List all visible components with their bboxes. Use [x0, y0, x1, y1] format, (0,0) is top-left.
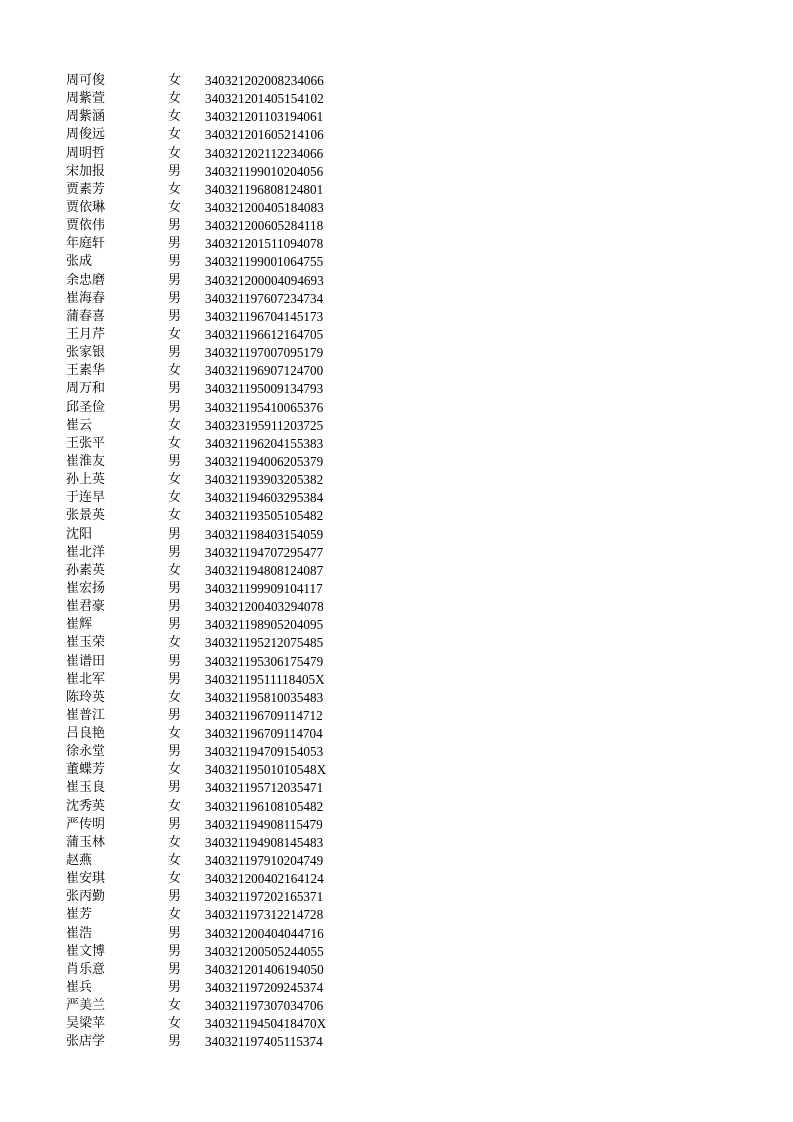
id-number-cell: 340321195306175479 [205, 653, 324, 669]
name-cell: 严传明 [66, 816, 106, 832]
name-cell: 严美兰 [66, 998, 106, 1014]
table-row [66, 163, 366, 181]
id-number-cell: 34032119511118405X [205, 671, 325, 687]
table-row [66, 816, 366, 834]
table-row [66, 90, 366, 108]
id-number-cell: 340321199909104117 [205, 580, 323, 596]
id-number-cell: 340321200605284118 [205, 218, 324, 234]
gender-cell: 男 [168, 218, 182, 234]
id-number-cell: 340321197607234734 [205, 290, 324, 306]
id-number-cell: 340321199010204056 [205, 163, 324, 179]
table-row [66, 453, 366, 471]
gender-cell: 男 [168, 381, 182, 397]
name-cell: 沈秀英 [66, 798, 106, 814]
name-cell: 邱圣俭 [66, 399, 106, 415]
table-row [66, 1015, 366, 1033]
gender-cell: 女 [168, 91, 182, 107]
gender-cell: 男 [168, 453, 182, 469]
table-row [66, 653, 366, 671]
name-cell: 周紫萱 [66, 91, 106, 107]
table-row [66, 943, 366, 961]
id-number-cell: 34032119501010548X [205, 762, 327, 778]
name-cell: 崔普江 [66, 707, 106, 723]
gender-cell: 女 [168, 871, 182, 887]
gender-cell: 男 [168, 236, 182, 252]
name-cell: 张家银 [66, 345, 106, 361]
table-row [66, 870, 366, 888]
table-row [66, 181, 366, 199]
gender-cell: 女 [168, 508, 182, 524]
table-row [66, 562, 366, 580]
gender-cell: 男 [168, 580, 182, 596]
id-number-cell: 340321195712035471 [205, 780, 324, 796]
table-row [66, 217, 366, 235]
name-cell: 崔北洋 [66, 544, 106, 560]
gender-cell: 男 [168, 290, 182, 306]
gender-cell: 女 [168, 73, 182, 88]
table-row [66, 1033, 366, 1051]
gender-cell: 男 [168, 163, 182, 179]
id-number-cell: 340321196907124700 [205, 363, 324, 379]
id-number-cell: 340321201511094078 [205, 236, 324, 252]
id-number-cell: 34032119450418470X [205, 1016, 327, 1032]
gender-cell: 男 [168, 889, 182, 905]
table-row [66, 979, 366, 997]
gender-cell: 男 [168, 526, 182, 542]
name-cell: 崔安琪 [66, 871, 106, 887]
table-row [66, 834, 366, 852]
table-row [66, 72, 366, 90]
id-number-cell: 340323195911203725 [205, 417, 324, 433]
name-cell: 余忠磨 [66, 272, 106, 288]
gender-cell: 女 [168, 181, 182, 197]
name-cell: 年庭轩 [66, 236, 106, 252]
id-number-cell: 340321194707295477 [205, 544, 324, 560]
table-row [66, 272, 366, 290]
id-number-cell: 340321195212075485 [205, 635, 324, 651]
name-cell: 贾素芳 [66, 181, 106, 197]
name-cell: 周紫涵 [66, 109, 106, 125]
id-number-cell: 340321194709154053 [205, 744, 324, 760]
id-number-cell: 340321201406194050 [205, 961, 324, 977]
name-cell: 崔玉荣 [66, 635, 106, 651]
id-number-cell: 340321194908145483 [205, 834, 324, 850]
name-cell: 王素华 [66, 363, 106, 379]
id-number-cell: 340321194006205379 [205, 453, 324, 469]
table-row [66, 779, 366, 797]
gender-cell: 男 [168, 653, 182, 669]
name-cell: 周明哲 [66, 145, 106, 161]
gender-cell: 男 [168, 1034, 182, 1050]
table-row [66, 471, 366, 489]
id-number-cell: 340321193903205382 [205, 472, 324, 488]
table-row [66, 761, 366, 779]
name-cell: 张景英 [66, 508, 106, 524]
name-cell: 吴梁苹 [66, 1016, 106, 1032]
name-cell: 贾依琳 [66, 199, 106, 215]
name-cell: 周可俊 [66, 73, 106, 88]
table-row [66, 235, 366, 253]
gender-cell: 男 [168, 980, 182, 996]
name-cell: 于连早 [66, 490, 106, 506]
gender-cell: 女 [168, 127, 182, 143]
gender-cell: 男 [168, 780, 182, 796]
table-row [66, 108, 366, 126]
table-row [66, 888, 366, 906]
gender-cell: 女 [168, 907, 182, 923]
id-number-cell: 340321195009134793 [205, 381, 324, 397]
id-number-cell: 340321197405115374 [205, 1034, 323, 1050]
gender-cell: 女 [168, 798, 182, 814]
gender-cell: 女 [168, 435, 182, 451]
table-row [66, 199, 366, 217]
table-row [66, 380, 366, 398]
gender-cell: 女 [168, 490, 182, 506]
name-cell: 崔君豪 [66, 599, 106, 615]
table-row [66, 689, 366, 707]
id-number-cell: 340321194603295384 [205, 490, 324, 506]
gender-cell: 男 [168, 308, 182, 324]
name-cell: 崔云 [66, 417, 93, 433]
gender-cell: 女 [168, 834, 182, 850]
id-number-cell: 340321201605214106 [205, 127, 324, 143]
table-row [66, 961, 366, 979]
id-number-cell: 340321201103194061 [205, 109, 324, 125]
table-row [66, 417, 366, 435]
name-cell: 崔兵 [66, 980, 93, 996]
name-cell: 崔宏扬 [66, 580, 106, 596]
id-number-cell: 340321197312214728 [205, 907, 324, 923]
name-cell: 宋加报 [66, 163, 106, 179]
gender-cell: 女 [168, 726, 182, 742]
gender-cell: 女 [168, 762, 182, 778]
id-number-cell: 340321195810035483 [205, 689, 324, 705]
gender-cell: 男 [168, 943, 182, 959]
table-row [66, 126, 366, 144]
gender-cell: 男 [168, 544, 182, 560]
id-number-cell: 340321202008234066 [205, 73, 324, 88]
id-number-cell: 340321198905204095 [205, 617, 324, 633]
table-row [66, 707, 366, 725]
name-cell: 崔浩 [66, 925, 93, 941]
gender-cell: 男 [168, 617, 182, 633]
gender-cell: 男 [168, 744, 182, 760]
gender-cell: 男 [168, 707, 182, 723]
id-number-cell: 340321194908115479 [205, 816, 323, 832]
gender-cell: 女 [168, 689, 182, 705]
id-number-cell: 340321197202165371 [205, 889, 324, 905]
id-number-cell: 340321196808124801 [205, 181, 324, 197]
table-row [66, 435, 366, 453]
table-row [66, 725, 366, 743]
gender-cell: 女 [168, 199, 182, 215]
table-row [66, 526, 366, 544]
id-number-cell: 340321200004094693 [205, 272, 324, 288]
table-row [66, 616, 366, 634]
id-number-cell: 340321197307034706 [205, 998, 324, 1014]
name-cell: 陈玲英 [66, 689, 106, 705]
name-cell: 崔文博 [66, 943, 106, 959]
table-row [66, 253, 366, 271]
gender-cell: 男 [168, 399, 182, 415]
table-row [66, 852, 366, 870]
gender-cell: 女 [168, 109, 182, 125]
id-number-cell: 340321199001064755 [205, 254, 324, 270]
id-number-cell: 340321197910204749 [205, 853, 324, 869]
name-cell: 孙素英 [66, 562, 106, 578]
roster-table [66, 72, 366, 1052]
gender-cell: 男 [168, 671, 182, 687]
name-cell: 王张平 [66, 435, 106, 451]
id-number-cell: 340321196108105482 [205, 798, 324, 814]
name-cell: 孙上英 [66, 472, 106, 488]
id-number-cell: 340321196204155383 [205, 435, 324, 451]
table-row [66, 326, 366, 344]
name-cell: 贾依伟 [66, 218, 106, 234]
gender-cell: 女 [168, 417, 182, 433]
gender-cell: 女 [168, 853, 182, 869]
name-cell: 吕良艳 [66, 726, 106, 742]
id-number-cell: 340321201405154102 [205, 91, 324, 107]
id-number-cell: 340321200402164124 [205, 871, 324, 887]
id-number-cell: 340321200405184083 [205, 199, 324, 215]
gender-cell: 女 [168, 998, 182, 1014]
name-cell: 周俊远 [66, 127, 106, 143]
gender-cell: 男 [168, 254, 182, 270]
table-row [66, 399, 366, 417]
table-row [66, 906, 366, 924]
name-cell: 崔淮友 [66, 453, 106, 469]
table-row [66, 362, 366, 380]
name-cell: 张丙勤 [66, 889, 106, 905]
name-cell: 张店学 [66, 1034, 106, 1050]
table-row [66, 580, 366, 598]
id-number-cell: 340321200403294078 [205, 599, 324, 615]
name-cell: 崔芳 [66, 907, 93, 923]
id-number-cell: 340321198403154059 [205, 526, 324, 542]
gender-cell: 女 [168, 145, 182, 161]
id-number-cell: 340321197209245374 [205, 980, 324, 996]
name-cell: 蒲玉林 [66, 834, 106, 850]
id-number-cell: 340321193505105482 [205, 508, 324, 524]
name-cell: 蒲春喜 [66, 308, 106, 324]
table-row [66, 997, 366, 1015]
id-number-cell: 340321196709114712 [205, 707, 323, 723]
id-number-cell: 340321196704145173 [205, 308, 324, 324]
table-row [66, 344, 366, 362]
id-number-cell: 340321197007095179 [205, 345, 324, 361]
id-number-cell: 340321202112234066 [205, 145, 324, 161]
table-row [66, 798, 366, 816]
table-row [66, 743, 366, 761]
name-cell: 董蝶芳 [66, 762, 106, 778]
table-row [66, 145, 366, 163]
name-cell: 崔玉良 [66, 780, 106, 796]
table-row [66, 489, 366, 507]
name-cell: 崔北军 [66, 671, 106, 687]
table-row [66, 290, 366, 308]
gender-cell: 男 [168, 599, 182, 615]
gender-cell: 男 [168, 272, 182, 288]
name-cell: 周万和 [66, 381, 106, 397]
name-cell: 徐永堂 [66, 744, 106, 760]
table-row [66, 598, 366, 616]
table-row [66, 925, 366, 943]
table-row [66, 671, 366, 689]
name-cell: 崔辉 [66, 617, 93, 633]
id-number-cell: 340321195410065376 [205, 399, 324, 415]
id-number-cell: 340321196709114704 [205, 726, 323, 742]
name-cell: 王月芹 [66, 326, 106, 342]
gender-cell: 男 [168, 961, 182, 977]
gender-cell: 女 [168, 363, 182, 379]
table-row [66, 507, 366, 525]
table-row [66, 544, 366, 562]
id-number-cell: 340321200505244055 [205, 943, 324, 959]
name-cell: 崔谱田 [66, 653, 106, 669]
id-number-cell: 340321196612164705 [205, 326, 324, 342]
name-cell: 张成 [66, 254, 93, 270]
gender-cell: 男 [168, 345, 182, 361]
table-row [66, 308, 366, 326]
id-number-cell: 340321200404044716 [205, 925, 324, 941]
id-number-cell: 340321194808124087 [205, 562, 324, 578]
gender-cell: 男 [168, 816, 182, 832]
gender-cell: 女 [168, 472, 182, 488]
name-cell: 肖乐意 [66, 961, 106, 977]
name-cell: 沈阳 [66, 526, 93, 542]
gender-cell: 女 [168, 635, 182, 651]
gender-cell: 女 [168, 1016, 182, 1032]
name-cell: 赵燕 [66, 853, 93, 869]
gender-cell: 女 [168, 326, 182, 342]
table-row [66, 634, 366, 652]
gender-cell: 女 [168, 562, 182, 578]
name-cell: 崔海春 [66, 290, 106, 306]
gender-cell: 男 [168, 925, 182, 941]
